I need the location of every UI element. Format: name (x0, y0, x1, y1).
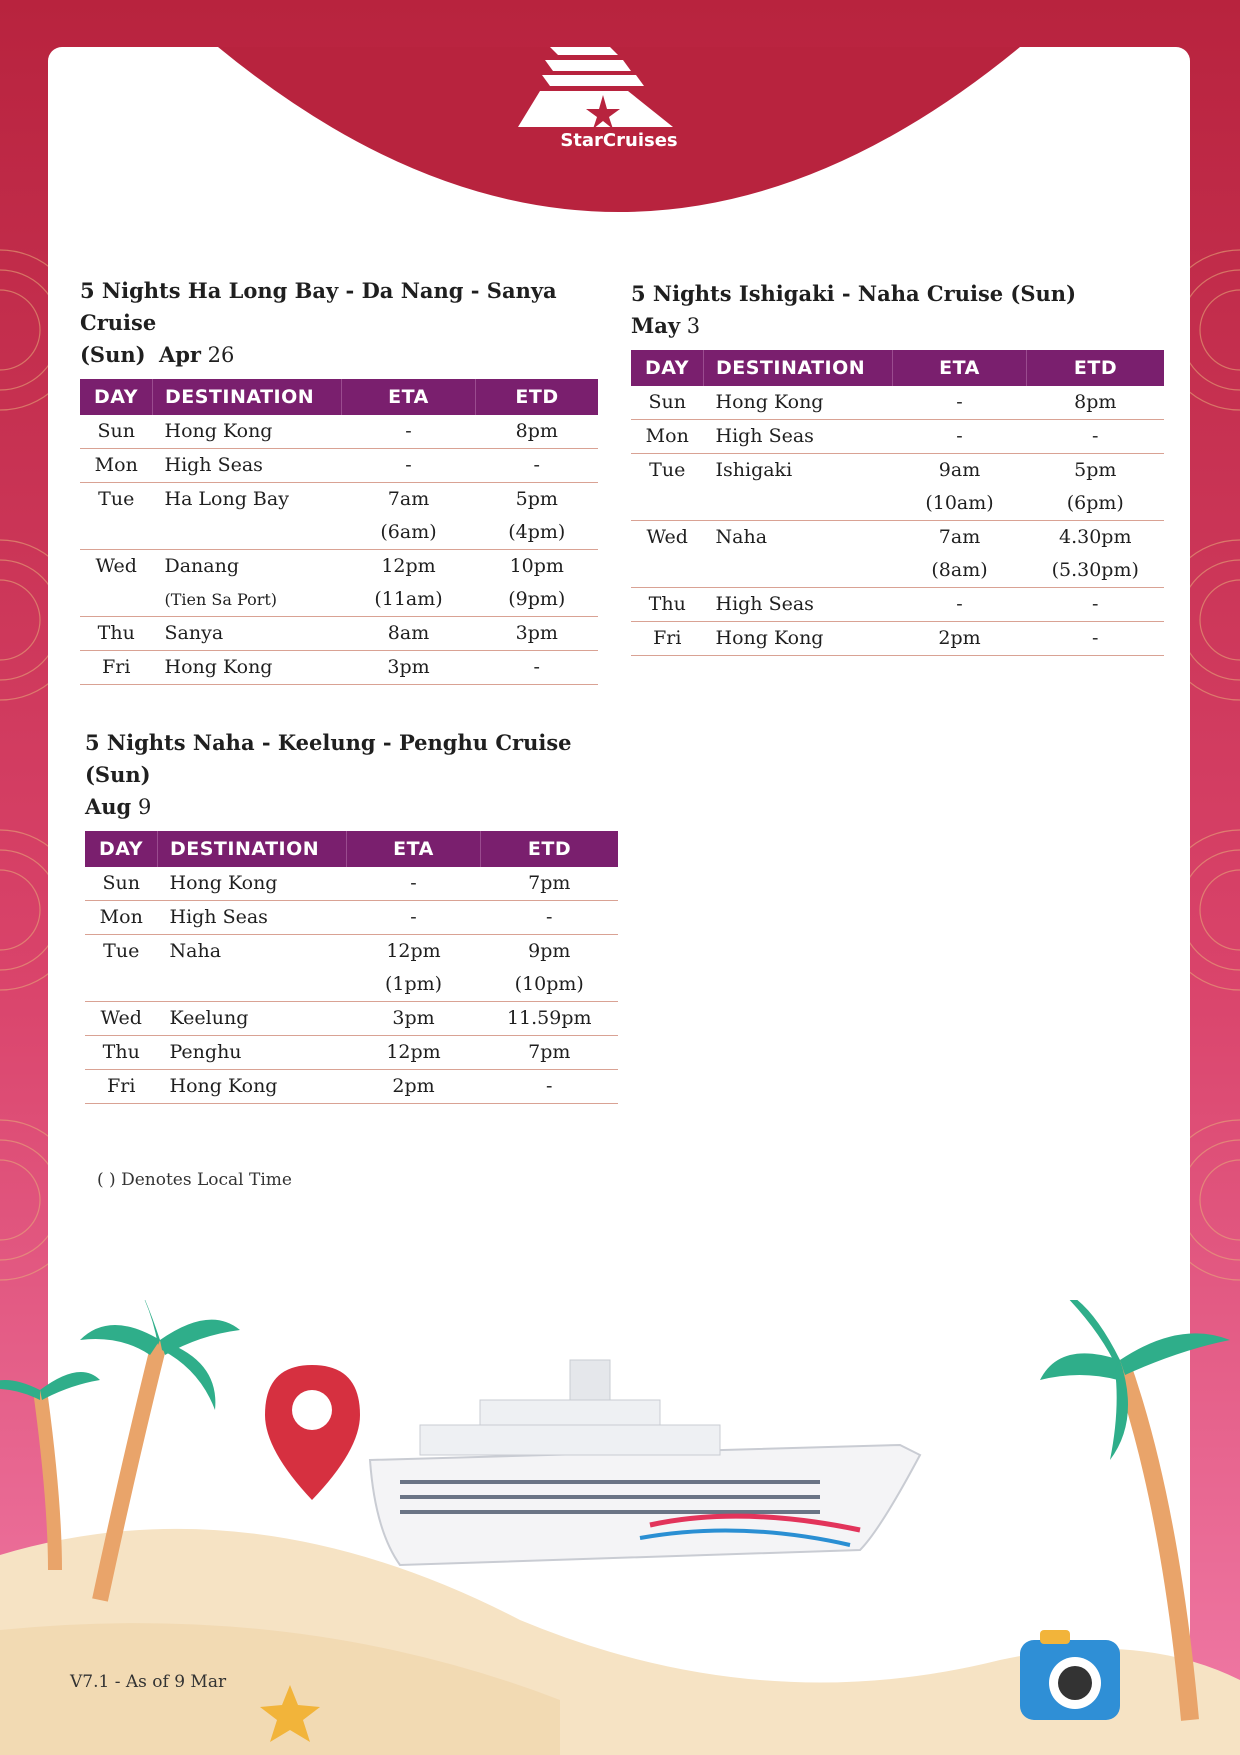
schedule-table: DAY DESTINATION ETA ETD Sun Hong Kong - 7pm Mon High Seas - - Tue Naha 12pm (1pm) 9pm (10pm) Wed Keelung 3pm 11.59pm Thu Penghu 12pm 7pm Fri Hong Kong 2pm - (85, 831, 618, 1104)
table-row: Mon High Seas - - (80, 449, 598, 483)
table-row: Mon High Seas - - (85, 901, 618, 935)
table-row: Sun Hong Kong - 7pm (85, 867, 618, 901)
local-time-note: ( ) Denotes Local Time (97, 1170, 292, 1190)
table-row: Thu Penghu 12pm 7pm (85, 1036, 618, 1070)
camera-icon (1020, 1630, 1120, 1720)
cruise-itinerary-2 (631, 278, 1164, 656)
brand-name: StarCruises (560, 130, 678, 151)
col-etd: ETD (476, 379, 599, 415)
table-row: Sun Hong Kong - 8pm (80, 415, 598, 449)
cruise-itinerary-1 (80, 275, 598, 685)
cruise-itinerary-3 (85, 727, 618, 1104)
location-pin-icon (265, 1365, 360, 1500)
col-day: DAY (80, 379, 153, 415)
schedule-table: DAY DESTINATION ETA ETD Sun Hong Kong - 8pm Mon High Seas - - Tue Ishigaki 9am (10am) 5pm (6pm) Wed Naha 7am (8am) 4.30pm (5.30pm) Thu High Seas - - Fri Hong Kong 2pm - (631, 350, 1164, 656)
table-row: Tue Ishigaki 9am (10am) 5pm (6pm) (631, 454, 1164, 521)
cruise-title: 5 Nights Ishigaki - Naha Cruise (Sun) May 3 (631, 281, 1077, 338)
table-row: Tue Ha Long Bay 7am (6am) 5pm (4pm) (80, 483, 598, 550)
version-label: V7.1 - As of 9 Mar (70, 1672, 227, 1692)
table-row: Thu Sanya 8am 3pm (80, 617, 598, 651)
table-row: Wed Keelung 3pm 11.59pm (85, 1002, 618, 1036)
table-row: Thu High Seas - - (631, 588, 1164, 622)
cruise-ship-icon (370, 1360, 920, 1565)
col-destination: DESTINATION (153, 379, 342, 415)
table-row: Fri Hong Kong 3pm - (80, 651, 598, 685)
cruise-title: 5 Nights Ha Long Bay - Da Nang - Sanya Cruise (Sun) Apr 26 (80, 278, 557, 367)
schedule-table (80, 379, 598, 685)
table-row: Mon High Seas - - (631, 420, 1164, 454)
table-row: Tue Naha 12pm (1pm) 9pm (10pm) (85, 935, 618, 1002)
cruise-title: 5 Nights Naha - Keelung - Penghu Cruise (Sun) Aug 9 (85, 730, 572, 819)
table-row: Fri Hong Kong 2pm - (85, 1070, 618, 1104)
table-row: Fri Hong Kong 2pm - (631, 622, 1164, 656)
table-row: Wed Danang (Tien Sa Port) 12pm (11am) 10pm (9pm) (80, 550, 598, 617)
table-row: Wed Naha 7am (8am) 4.30pm (5.30pm) (631, 521, 1164, 588)
col-eta: ETA (342, 379, 476, 415)
table-row: Sun Hong Kong - 8pm (631, 386, 1164, 420)
